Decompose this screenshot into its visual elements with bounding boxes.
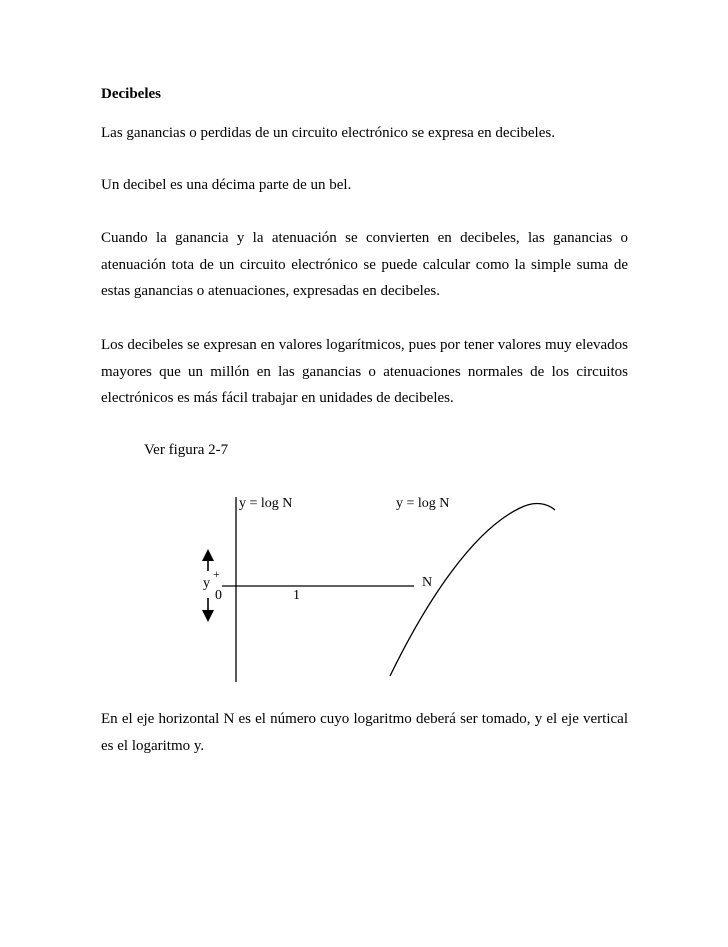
paragraph-gains-losses: Las ganancias o perdidas de un circuito electrónico se expresa en decibeles. (101, 125, 555, 141)
right-graph-label: y = log N (396, 496, 450, 511)
arrow-down-icon (202, 598, 214, 622)
y-axis-symbol: y (203, 576, 210, 591)
paragraph-logarithmic-values: Los decibeles se expresan en valores logarítmicos, pues por tener valores muy elevados mayores que un millón en las ganancias o atenuaciones normales de los circuitos electrónicos es más fácil trabajar en unidades de decibeles. (101, 337, 628, 406)
origin-label: 0 (215, 588, 222, 603)
log-curve (390, 504, 555, 676)
tick-label-one: 1 (293, 588, 300, 603)
x-axis-symbol: N (422, 575, 433, 590)
paragraph-sum-of-gains: Cuando la ganancia y la atenuación se convierten en decibeles, las ganancias o atenuación tota de un circuito electrónico se puede calcular como la simple suma de estas ganancias o atenuaciones, expresadas en decibeles. (101, 230, 628, 299)
figure-reference: Ver figura 2-7 (144, 442, 229, 458)
paragraph-decibel-definition: Un decibel es una décima parte de un bel. (101, 177, 352, 193)
plus-sign: + (213, 567, 220, 581)
left-graph-label: y = log N (239, 496, 293, 511)
arrow-up-icon (202, 549, 214, 571)
page-title: Decibeles (101, 86, 161, 102)
paragraph-axes-explanation: En el eje horizontal N es el número cuyo logaritmo deberá ser tomado, y el eje vertical es el logaritmo y. (101, 711, 628, 754)
